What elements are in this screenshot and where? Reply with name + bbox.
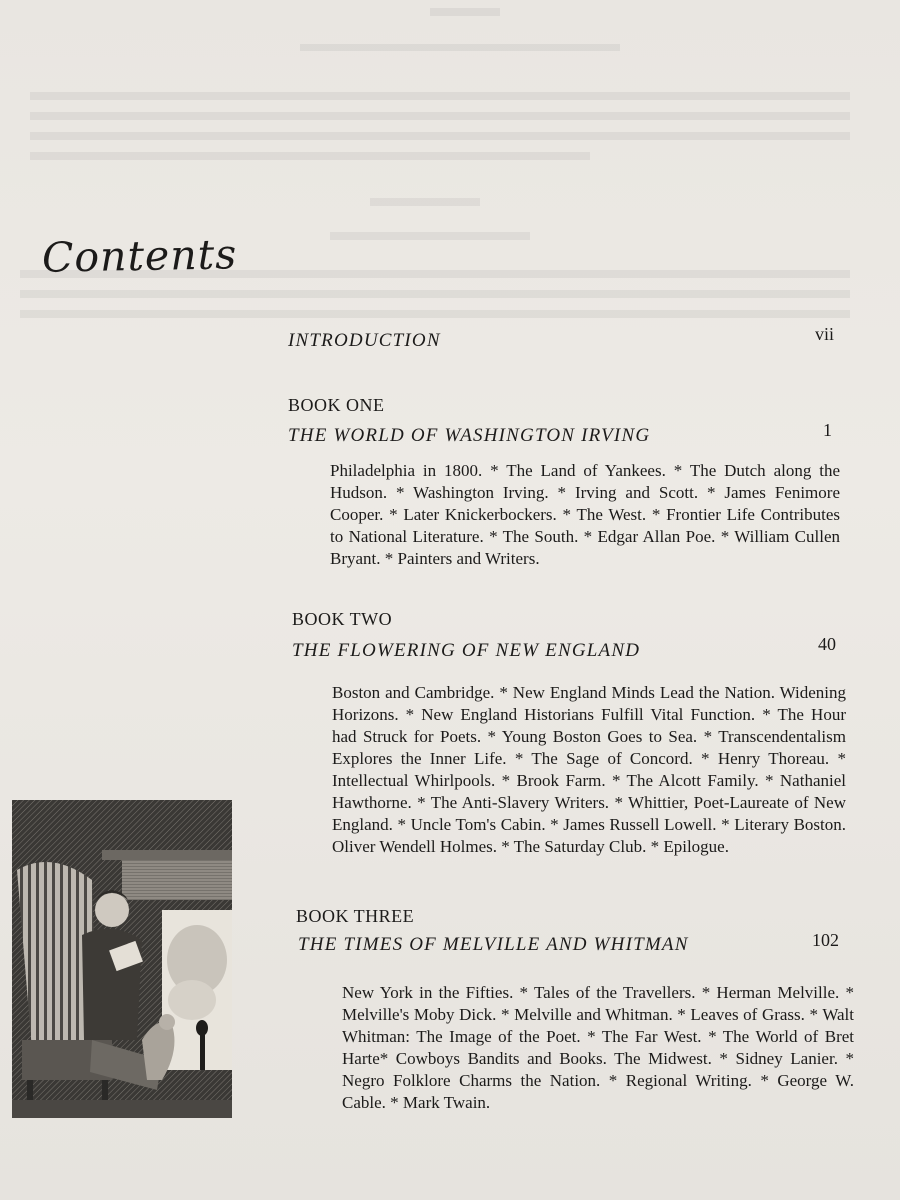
toc-entry-introduction-page: vii <box>815 324 835 344</box>
book-two-label: BOOK TWO <box>292 609 393 629</box>
book-one-label: BOOK ONE <box>288 395 385 415</box>
book-two-summary: Boston and Cambridge. * New England Minds Lead the Nation. Widening Horizons. * New England Historians Fulfill Vital Function. * The Hour had Struck for Poets. * Young Boston Goes to Sea. * Transcendentalism Explores the Inner Life. * The Sage of Concord. * Henry Thoreau. * Intellectual Whirlpools. * Brook Farm. * The Alcott Family. * Nathaniel Hawthorne. * The Anti-Slavery Writers. * Whittier, Poet-Laureate of New England. * Uncle Tom's Cabin. * James Russell Lowell. * Literary Boston. Oliver Wendell Holmes. * The Saturday Club. * Epilogue. <box>332 683 846 856</box>
book-two-title[interactable]: THE FLOWERING OF NEW ENGLAND <box>292 640 641 661</box>
book-three-label: BOOK THREE <box>296 906 415 926</box>
engraving-illustration <box>12 800 232 1118</box>
toc-entry-introduction-title[interactable]: INTRODUCTION <box>288 330 441 351</box>
page-title: Contents <box>41 230 238 282</box>
boy-reading-engraving-icon <box>12 800 232 1118</box>
book-two-page: 40 <box>818 634 836 654</box>
book-three-summary: New York in the Fifties. * Tales of the Travellers. * Herman Melville. * Melville's Moby Dick. * Melville and Whitman. * Leaves of Grass. * Walt Whitman: The Image of the Poet. * The Far West. * The World of Bret Harte* Cowboys Bandits and Books. The Midwest. * Sidney Lanier. * Negro Folklore Charms the Nation. * Regional Writing. * George W. Cable. * Mark Twain. <box>342 983 854 1112</box>
book-one-title[interactable]: THE WORLD OF WASHINGTON IRVING <box>288 425 651 446</box>
book-three-title[interactable]: THE TIMES OF MELVILLE AND WHITMAN <box>298 934 689 955</box>
book-three-page: 102 <box>812 930 839 950</box>
book-one-summary: Philadelphia in 1800. * The Land of Yankees. * The Dutch along the Hudson. * Washington Irving. * Irving and Scott. * James Fenimore Cooper. * Later Knickerbockers. * The West. * Frontier Life Contributes to National Literature. * The South. * Edgar Allan Poe. * William Cullen Bryant. * Painters and Writers. <box>330 461 840 568</box>
book-one-page: 1 <box>823 420 832 440</box>
